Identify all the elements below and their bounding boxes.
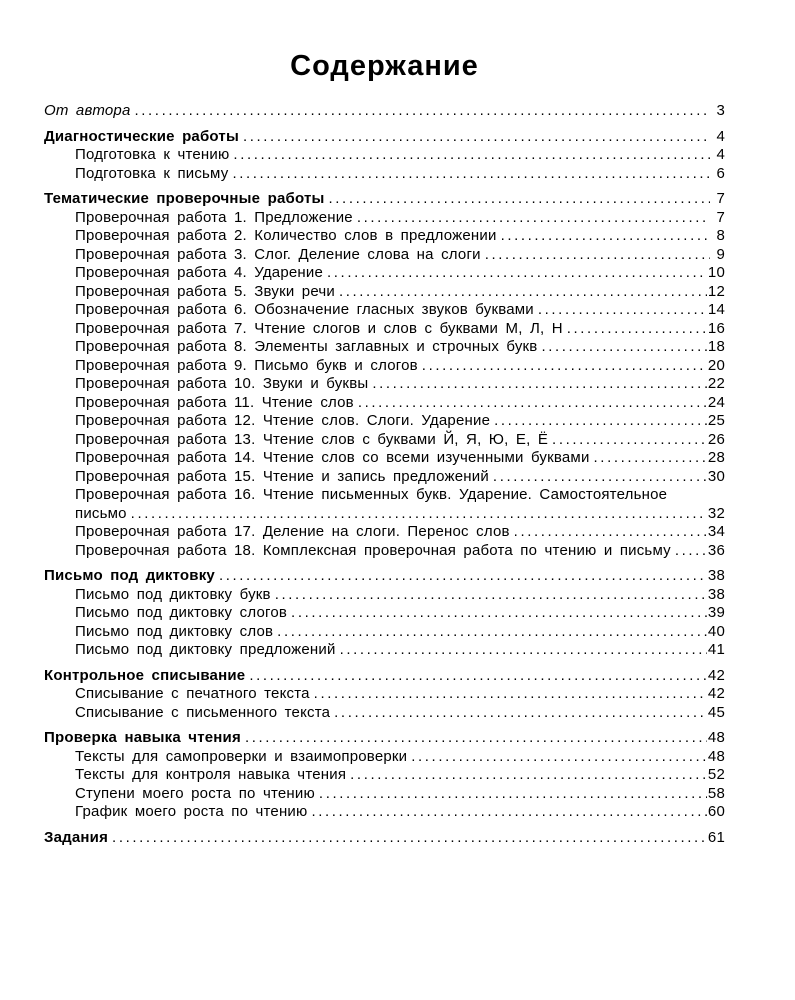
- toc-entry-label: Проверочная работа 10. Звуки и буквы: [75, 375, 369, 392]
- toc-row: [44, 748, 725, 767]
- toc-entry-label: Проверочная работа 1. Предложение: [75, 208, 353, 226]
- toc-entry-label: Задания: [44, 828, 109, 846]
- toc-list: [44, 102, 725, 847]
- toc-row: [44, 505, 725, 524]
- toc-page-number: 14: [707, 301, 725, 318]
- toc-row: [44, 301, 725, 320]
- toc-leader-dots: [314, 685, 707, 704]
- toc-entry-label: График моего роста по чтению: [75, 803, 308, 820]
- toc-page-number: 48: [707, 729, 725, 746]
- toc-leader-dots: [357, 209, 710, 228]
- toc-entry-label: От автора: [44, 102, 131, 119]
- toc-leader-dots: [501, 227, 710, 246]
- toc-leader-dots: [494, 412, 707, 431]
- toc-leader-dots: [552, 431, 707, 450]
- toc-page-number: 9: [716, 245, 725, 263]
- toc-leader-dots: [411, 748, 707, 767]
- toc-row: [44, 704, 725, 723]
- toc-page-number: 38: [707, 567, 725, 584]
- toc-page-number: 25: [707, 412, 725, 429]
- toc-leader-dots: [422, 357, 707, 376]
- toc-leader-dots: [541, 338, 706, 357]
- toc-leader-dots: [249, 667, 707, 686]
- toc-row: [44, 567, 725, 586]
- toc-row: [44, 264, 725, 283]
- toc-page-number: 39: [707, 604, 725, 621]
- page-title: Содержание: [290, 50, 479, 82]
- toc-page-number: 42: [707, 666, 725, 684]
- toc-entry-label: Тексты для контроля навыка чтения: [75, 766, 347, 783]
- toc-entry-label: Тематические проверочные работы: [44, 190, 325, 207]
- toc-row: [44, 338, 725, 357]
- toc-page-number: 22: [707, 375, 725, 392]
- toc-page-number: 16: [707, 319, 725, 337]
- toc-page-number: 52: [707, 766, 725, 783]
- toc-entry-label: Списывание с печатного текста: [75, 685, 310, 702]
- toc-leader-dots: [291, 604, 707, 623]
- toc-row: [44, 685, 725, 704]
- toc-row: [44, 766, 725, 785]
- toc-entry-label: Письмо под диктовку предложений: [75, 641, 336, 658]
- toc-page-number: 7: [716, 190, 725, 207]
- toc-entry-label: Проверочная работа 13. Чтение слов с буквами Й, Я, Ю, Е, Ё: [75, 430, 549, 448]
- toc-row: [44, 320, 725, 339]
- toc-row: [44, 803, 725, 822]
- toc-entry-label: Проверочная работа 7. Чтение слогов и слов с буквами М, Л, Н: [75, 319, 563, 337]
- toc-page-number: 7: [716, 208, 725, 226]
- toc-entry-label: Списывание с письменного текста: [75, 703, 331, 721]
- toc-leader-dots: [340, 641, 707, 660]
- toc-leader-dots: [594, 449, 707, 468]
- toc-row: [44, 667, 725, 686]
- toc-page-number: 4: [716, 127, 725, 145]
- toc-row: [44, 623, 725, 642]
- toc-row: [44, 586, 725, 605]
- toc-row: [44, 128, 725, 147]
- toc-leader-dots: [327, 264, 707, 283]
- toc-row: [44, 641, 725, 660]
- toc-row: [44, 283, 725, 302]
- toc-entry-label: Письмо под диктовку букв: [75, 585, 271, 603]
- toc-row: [44, 227, 725, 246]
- toc-leader-dots: [485, 246, 710, 265]
- toc-entry-label: Проверочная работа 2. Количество слов в предложении: [75, 227, 497, 244]
- toc-entry-label: Подготовка к чтению: [75, 146, 230, 163]
- toc-entry-label: Письмо под диктовку слов: [75, 622, 274, 640]
- toc-row: [44, 604, 725, 623]
- toc-page-number: 34: [707, 523, 725, 540]
- toc-page-number: 6: [716, 164, 725, 182]
- toc-entry-label: Проверочная работа 14. Чтение слов со всеми изученными буквами: [75, 449, 590, 466]
- toc-entry-label: Диагностические работы: [44, 127, 239, 145]
- toc-leader-dots: [675, 542, 707, 561]
- toc-entry-label: Проверочная работа 15. Чтение и запись предложений: [75, 467, 489, 485]
- toc-page-number: 10: [707, 264, 725, 281]
- toc-entry-label: Тексты для самопроверки и взаимопроверки: [75, 747, 408, 765]
- toc-leader-dots: [334, 704, 707, 723]
- toc-row: [44, 729, 725, 748]
- toc-row: [44, 375, 725, 394]
- toc-row: [44, 165, 725, 184]
- toc-leader-dots: [538, 301, 707, 320]
- toc-row: [44, 146, 725, 165]
- toc-leader-dots: [567, 320, 707, 339]
- toc-page-number: 60: [707, 803, 725, 820]
- toc-leader-dots: [219, 567, 707, 586]
- toc-page-number: 24: [707, 393, 725, 411]
- toc-page-number: 4: [716, 146, 725, 163]
- toc-entry-label: Проверочная работа 12. Чтение слов. Слоги. Ударение: [75, 412, 491, 429]
- toc-entry-label: Контрольное списывание: [44, 666, 246, 684]
- toc-entry-label: Проверочная работа 9. Письмо букв и слогов: [75, 356, 418, 374]
- toc-page-number: 18: [707, 338, 725, 355]
- toc-page-number: 26: [707, 430, 725, 448]
- toc-row: [44, 412, 725, 431]
- toc-leader-dots: [131, 505, 707, 524]
- toc-row: [44, 468, 725, 487]
- toc-entry-label: Проверочная работа 6. Обозначение гласных звуков буквами: [75, 301, 534, 318]
- toc-page-number: 40: [707, 622, 725, 640]
- toc-row: [44, 431, 725, 450]
- toc-leader-dots: [350, 766, 707, 785]
- toc-entry-label: письмо: [75, 504, 127, 522]
- toc-entry-label: Ступени моего роста по чтению: [75, 784, 315, 802]
- toc-leader-dots: [277, 623, 707, 642]
- toc-entry-label: Проверочная работа 17. Деление на слоги. Перенос слов: [75, 523, 510, 540]
- toc-content: [44, 0, 725, 847]
- toc-page-number: 20: [707, 356, 725, 374]
- toc-entry-label: Проверочная работа 8. Элементы заглавных и строчных букв: [75, 338, 538, 355]
- toc-page-number: 45: [707, 703, 725, 721]
- toc-entry-label: Проверочная работа 16. Чтение письменных букв. Ударение. Самостоятельное: [75, 486, 668, 503]
- toc-row: [44, 486, 725, 505]
- toc-leader-dots: [243, 128, 710, 147]
- toc-leader-dots: [245, 729, 707, 748]
- toc-leader-dots: [372, 375, 707, 394]
- toc-row: [44, 357, 725, 376]
- toc-page-number: 41: [707, 641, 725, 658]
- toc-leader-dots: [358, 394, 707, 413]
- toc-page-number: 30: [707, 467, 725, 485]
- toc-page-number: 48: [707, 747, 725, 765]
- toc-entry-label: Подготовка к письму: [75, 164, 229, 182]
- toc-page-number: 32: [707, 504, 725, 522]
- toc-row: [44, 785, 725, 804]
- toc-leader-dots: [135, 102, 711, 121]
- toc-row: [44, 209, 725, 228]
- toc-page-number: 28: [707, 449, 725, 466]
- toc-page-number: 42: [707, 685, 725, 702]
- toc-row: [44, 523, 725, 542]
- toc-leader-dots: [319, 785, 707, 804]
- toc-entry-label: Проверочная работа 18. Комплексная проверочная работа по чтению и письму: [75, 541, 671, 559]
- toc-entry-label: Проверочная работа 5. Звуки речи: [75, 282, 335, 300]
- toc-page-number: 61: [707, 828, 725, 846]
- toc-leader-dots: [514, 523, 707, 542]
- toc-page-number: 58: [707, 784, 725, 802]
- toc-entry-label: Проверочная работа 11. Чтение слов: [75, 393, 354, 411]
- toc-leader-dots: [329, 190, 710, 209]
- toc-page-number: 36: [707, 541, 725, 559]
- toc-page-number: 3: [716, 102, 725, 119]
- toc-leader-dots: [275, 586, 707, 605]
- toc-entry-label: Проверочная работа 4. Ударение: [75, 264, 324, 281]
- toc-leader-dots: [233, 146, 710, 165]
- toc-leader-dots: [311, 803, 706, 822]
- toc-page-number: 8: [716, 227, 725, 244]
- toc-leader-dots: [232, 165, 710, 184]
- toc-leader-dots: [493, 468, 707, 487]
- toc-entry-label: Проверка навыка чтения: [44, 729, 241, 746]
- toc-page-number: 38: [707, 585, 725, 603]
- toc-leader-dots: [112, 829, 707, 848]
- toc-entry-label: Проверочная работа 3. Слог. Деление слова на слоги: [75, 245, 481, 263]
- toc-row: [44, 246, 725, 265]
- toc-row: [44, 190, 725, 209]
- toc-row: [44, 829, 725, 848]
- toc-page-number: 12: [707, 282, 725, 300]
- toc-row: [44, 542, 725, 561]
- toc-entry-label: Письмо под диктовку: [44, 567, 215, 584]
- toc-entry-label: Письмо под диктовку слогов: [75, 604, 288, 621]
- toc-row: [44, 449, 725, 468]
- toc-row: [44, 394, 725, 413]
- toc-leader-dots: [339, 283, 707, 302]
- toc-row: [44, 102, 725, 121]
